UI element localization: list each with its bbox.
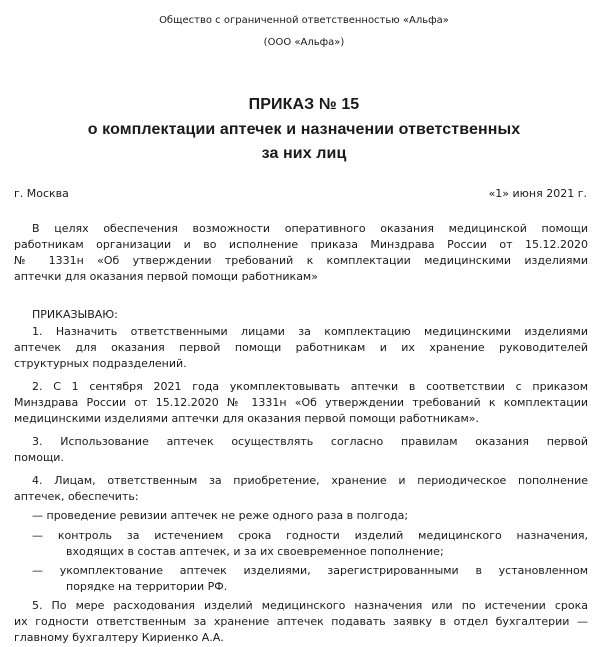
preamble-line: работникам организации и во исполнение приказа Минздрава России от 15.12.2020	[14, 238, 588, 251]
item-2-line: 2. С 1 сентября 2021 года укомплектовывать аптечки в соответствии с приказом	[32, 380, 588, 393]
item-1-line: аптечек для оказания первой помощи работникам и их хранение руководителей	[14, 341, 588, 354]
item-4-bullet: — контроль за истечением срока годности изделий медицинского назначения,	[32, 529, 588, 542]
item-1-line: 1. Назначить ответственными лицами за комплектацию медицинскими изделиями	[32, 325, 588, 338]
order-subject-line-2: за них лиц	[261, 145, 347, 162]
item-4-bullet: — укомплектование аптечек изделиями, зарегистрированными в установленном	[32, 564, 588, 577]
item-5-line: 5. По мере расходования изделий медицинского назначения или по истечении срока	[32, 599, 588, 612]
preamble-line: аптечки для оказания первой помощи работникам»	[14, 270, 318, 283]
preamble-line: № 1331н «Об утверждении требований к комплектации медицинскими изделиями	[14, 254, 588, 267]
org-full-name: Общество с ограниченной ответственностью «Альфа»	[159, 15, 449, 26]
order-title: ПРИКАЗ № 15	[248, 96, 360, 113]
item-4-bullet: — проведение ревизии аптечек не реже одного раза в полгода;	[32, 509, 409, 522]
item-2-line: медицинскими изделиями аптечки для оказания первой помощи работникам».	[14, 412, 480, 425]
city: г. Москва	[14, 187, 69, 200]
item-4-line: 4. Лицам, ответственным за приобретение, хранение и периодическое пополнение	[32, 474, 588, 487]
order-subject-line-1: о комплектации аптечек и назначении ответственных	[87, 121, 521, 138]
order-date: «1» июня 2021 г.	[488, 187, 587, 200]
item-4-bullet-continuation: входящих в состав аптечек, и за их своевременное пополнение;	[66, 545, 444, 558]
preamble-line: В целях обеспечения возможности оперативного оказания медицинской помощи	[32, 222, 588, 235]
item-1-line: структурных подразделений.	[14, 357, 187, 370]
order-word: ПРИКАЗЫВАЮ:	[32, 308, 118, 321]
item-4-bullet-continuation: порядке на территории РФ.	[66, 580, 228, 593]
item-5-line: главному бухгалтеру Кириенко А.А.	[14, 631, 224, 644]
item-5-line: их годности ответственным за хранение аптечек подавать заявку в отдел бухгалтерии —	[14, 615, 588, 628]
item-2-line: Минздрава России от 15.12.2020 № 1331н «Об утверждении требований к комплектации	[14, 396, 588, 409]
item-4-line: аптечек, обеспечить:	[14, 490, 139, 503]
org-short-name: (ООО «Альфа»)	[263, 37, 345, 48]
item-3-line: 3. Использование аптечек осуществлять согласно правилам оказания первой	[32, 435, 588, 448]
item-3-line: помощи.	[14, 451, 64, 464]
